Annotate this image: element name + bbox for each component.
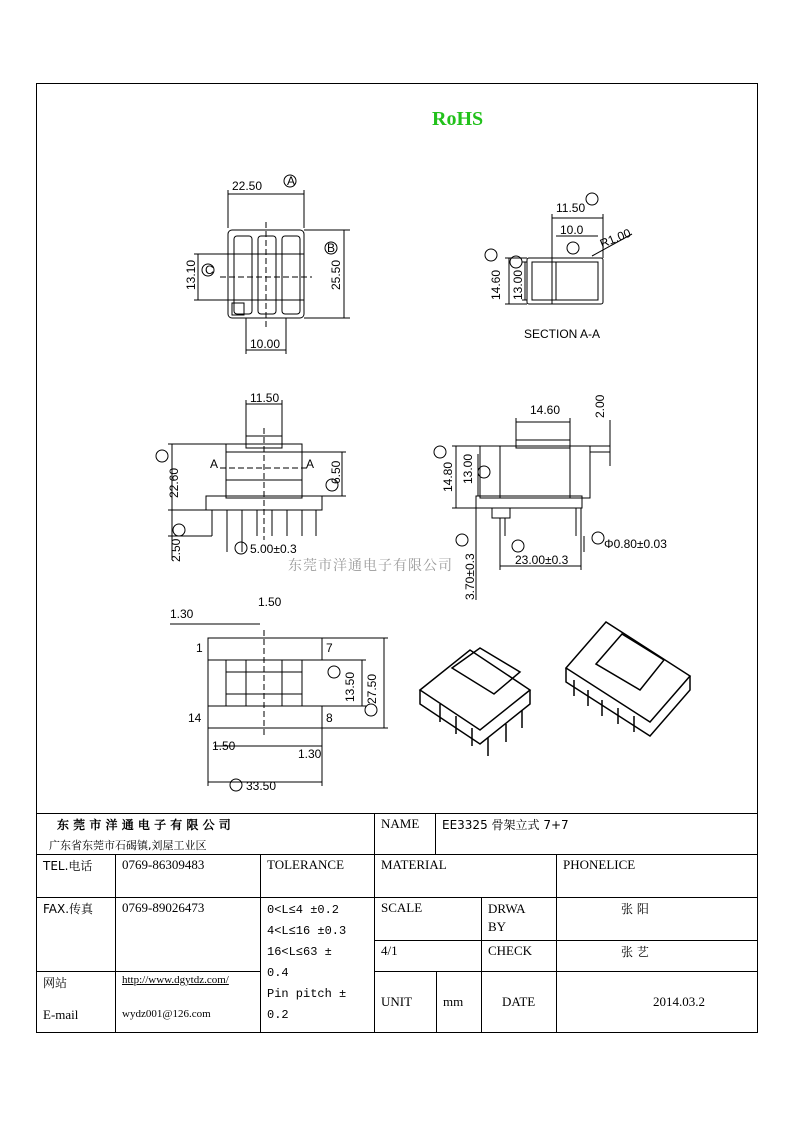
unit-value-cell xyxy=(436,971,482,1033)
tel-label: TEL.电话 xyxy=(43,859,93,873)
date-value: 2014.03.2 xyxy=(653,994,705,1009)
sec-e: 10.0 xyxy=(560,223,584,237)
bot-r: 13.50 xyxy=(343,671,357,702)
name-value: EE3325 骨架立式 7+7 xyxy=(442,818,569,832)
top-view xyxy=(194,175,350,354)
tel-value: 0769-86309483 xyxy=(122,857,205,872)
sec-d: 11.50 xyxy=(556,201,586,215)
svg-text:B: B xyxy=(327,241,336,255)
checked-by-cell xyxy=(556,940,758,972)
drwaby-label-1: DRWA xyxy=(488,901,526,916)
company-name: 东 莞 市 洋 通 电 子 有 限 公 司 xyxy=(57,818,231,832)
side-m: 13.00 xyxy=(461,453,475,484)
phonelice-label-cell xyxy=(556,854,758,898)
email-label: E-mail xyxy=(43,1007,79,1022)
date-label-cell xyxy=(481,971,557,1033)
name-value-cell xyxy=(435,813,758,855)
front-1150: 11.50 xyxy=(250,391,280,405)
unit-label-cell xyxy=(374,971,437,1033)
email-value: wydz001@126.com xyxy=(122,1008,211,1020)
dim-c: 13.10 xyxy=(184,259,198,290)
company-address: 广东省东莞市石碣镇,刘屋工业区 xyxy=(49,839,207,852)
scale-label-cell xyxy=(374,897,482,941)
side-l: 14.80 xyxy=(441,461,455,492)
web-email-value-cell xyxy=(115,971,261,1033)
svg-text:A: A xyxy=(287,174,296,188)
svg-text:C: C xyxy=(205,263,214,277)
drwaby-label-cell xyxy=(481,897,557,941)
check-label: CHECK xyxy=(488,943,533,958)
isometric-view-2 xyxy=(566,622,690,736)
isometric-view-1 xyxy=(420,648,530,756)
fax-label: FAX.传真 xyxy=(43,902,94,916)
tel-label-cell xyxy=(36,854,116,898)
sec-f: 14.60 xyxy=(489,269,503,300)
tol-line-5: Pin pitch ± xyxy=(267,987,347,1001)
pin-1: 1 xyxy=(196,641,203,655)
sec-r: R1.00 xyxy=(597,225,633,251)
fax-value-cell xyxy=(115,897,261,972)
front-view xyxy=(156,400,346,560)
tol-line-2: 4<L≤16 ±0.3 xyxy=(267,924,347,938)
tol-line-6: 0.2 xyxy=(267,1008,289,1022)
date-label: DATE xyxy=(502,994,536,1009)
tel-value-cell xyxy=(115,854,261,898)
scale-value: 4/1 xyxy=(381,943,398,958)
side-n: 3.70±0.3 xyxy=(463,553,477,600)
fax-value: 0769-89026473 xyxy=(122,900,205,915)
dim-b: 25.50 xyxy=(329,259,343,290)
phonelice-label: PHONELICE xyxy=(563,857,636,872)
drwaby-label-2: BY xyxy=(488,919,507,934)
side-p: Φ0.80±0.03 xyxy=(604,537,667,551)
bottom-view xyxy=(170,624,388,791)
company-cell xyxy=(36,813,375,855)
pin-8: 8 xyxy=(326,711,333,725)
material-label-cell xyxy=(374,854,557,898)
side-200: 2.00 xyxy=(593,394,607,418)
dim-10: 10.00 xyxy=(250,337,281,351)
watermark: 东莞市洋通电子有限公司 xyxy=(288,558,453,574)
pin-14: 14 xyxy=(188,711,202,725)
drawn-by-cell xyxy=(556,897,758,941)
section-label: SECTION A-A xyxy=(524,327,601,341)
side-o: 23.00±0.3 xyxy=(515,553,569,567)
front-j: 5.00±0.3 xyxy=(250,542,297,556)
name-label-cell xyxy=(374,813,436,855)
unit-value: mm xyxy=(443,994,464,1009)
mark-a-right: A xyxy=(306,457,315,471)
bot-130b: 1.30 xyxy=(298,747,322,761)
pin-7: 7 xyxy=(326,641,333,655)
side-1460: 14.60 xyxy=(530,403,561,417)
web-email-label-cell xyxy=(36,971,116,1033)
scale-label: SCALE xyxy=(381,900,423,915)
unit-label: UNIT xyxy=(381,994,413,1009)
front-h: 22.60 xyxy=(167,467,181,498)
side-view xyxy=(434,418,610,600)
sec-g: 13.00 xyxy=(511,269,525,300)
bot-150a: 1.50 xyxy=(258,595,282,609)
mark-a-left: A xyxy=(210,457,219,471)
name-label: NAME xyxy=(381,816,420,831)
date-value-cell xyxy=(556,971,758,1033)
tol-line-3: 16<L≤63 ± xyxy=(267,945,332,959)
front-i: 2.50 xyxy=(169,538,183,562)
fax-label-cell xyxy=(36,897,116,972)
website-link[interactable]: http://www.dgytdz.com/ xyxy=(122,974,229,986)
tolerance-label: TOLERANCE xyxy=(267,857,345,872)
rohs-label: RoHS xyxy=(432,108,484,130)
dim-a: 22.50 xyxy=(232,179,263,193)
bot-150b: 1.50 xyxy=(212,739,236,753)
material-label: MATERIAL xyxy=(381,857,447,872)
bot-130a: 1.30 xyxy=(170,607,194,621)
checked-by: 张 艺 xyxy=(621,945,649,959)
web-label: 网站 xyxy=(43,976,68,990)
front-k: 6.50 xyxy=(329,460,343,484)
tol-line-4: 0.4 xyxy=(267,966,289,980)
tolerance-label-cell xyxy=(260,854,375,898)
bot-s: 27.50 xyxy=(365,673,379,704)
title-block xyxy=(36,813,758,1033)
scale-value-cell xyxy=(374,940,482,972)
bot-q: 33.50 xyxy=(246,779,277,793)
tolerance-values-cell xyxy=(260,897,375,1033)
tol-line-1: 0<L≤4 ±0.2 xyxy=(267,903,340,917)
check-label-cell xyxy=(481,940,557,972)
drawn-by: 张 阳 xyxy=(621,902,649,916)
